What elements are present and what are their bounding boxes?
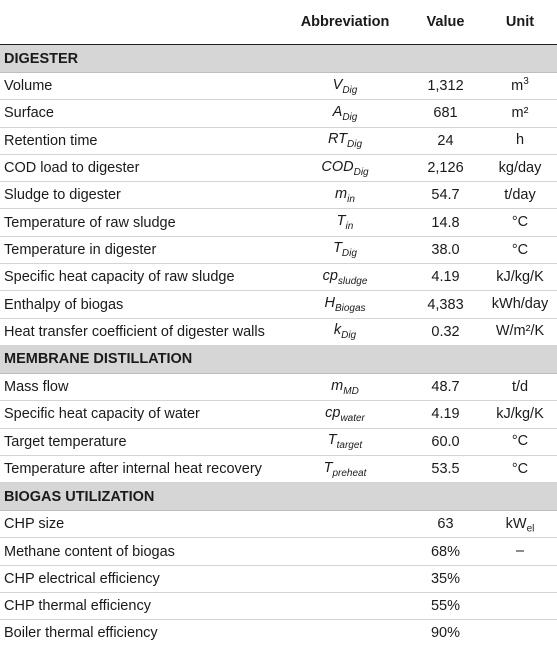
- table-row: [0, 565, 557, 592]
- table-row: [0, 593, 557, 620]
- parameter-name: Methane content of biogas: [0, 538, 282, 565]
- parameter-name: Heat transfer coefficient of digester walls: [0, 318, 282, 345]
- unit-cell: [483, 291, 557, 318]
- table-row: [0, 538, 557, 565]
- unit-cell: [483, 264, 557, 291]
- value-cell: 90%: [430, 625, 461, 642]
- unit-text: m²: [511, 104, 529, 121]
- unit-cell: [483, 455, 557, 482]
- value-cell: 63: [408, 511, 483, 538]
- parameter-name: Mass flow: [0, 373, 282, 400]
- parameter-name: Temperature in digester: [0, 236, 282, 263]
- table-row: [0, 73, 557, 100]
- abbreviation-symbol: k: [333, 322, 342, 339]
- abbreviation-cell: [282, 318, 408, 345]
- header-value: Value: [408, 0, 483, 45]
- unit-text: kJ/kg/K: [496, 405, 544, 422]
- value-cell: 4.19: [408, 401, 483, 428]
- abbreviation-subscript: sludge: [337, 275, 368, 287]
- section-header-row: [0, 345, 557, 373]
- unit-text: –: [515, 543, 525, 560]
- table-row: [0, 455, 557, 482]
- table-row: [0, 318, 557, 345]
- unit-text: kJ/kg/K: [496, 268, 544, 285]
- unit-cell: [483, 236, 557, 263]
- unit-text: kW: [505, 515, 527, 532]
- abbreviation-cell: [282, 291, 408, 318]
- table-row: [0, 428, 557, 455]
- value-cell: 14.8: [408, 209, 483, 236]
- unit-cell: [483, 209, 557, 236]
- value-cell: 68%: [408, 538, 483, 565]
- parameter-name: Retention time: [0, 127, 282, 154]
- abbreviation-cell: [282, 428, 408, 455]
- abbreviation-cell: [282, 73, 408, 100]
- abbreviation-subscript: Dig: [353, 166, 369, 178]
- abbreviation-symbol: T: [327, 432, 337, 449]
- parameter-name: Enthalpy of biogas: [0, 291, 282, 318]
- unit-text: W/m²/K: [495, 323, 545, 340]
- abbreviation-symbol: A: [332, 104, 343, 120]
- value-cell: 0.32: [408, 318, 483, 345]
- value-cell: 53.5: [408, 455, 483, 482]
- unit-text: kWh/day: [491, 295, 549, 312]
- unit-text: t/day: [504, 186, 536, 203]
- section-header-row: [0, 483, 557, 511]
- abbreviation-symbol: cp: [325, 404, 341, 421]
- table-row: [0, 127, 557, 154]
- value-cell: 681: [408, 100, 483, 127]
- parameter-name: Temperature of raw sludge: [0, 209, 282, 236]
- abbreviation-subscript: Dig: [341, 248, 357, 260]
- parameter-name: Boiler thermal efficiency: [4, 625, 158, 642]
- unit-text: °C: [511, 433, 529, 450]
- unit-subscript: el: [526, 523, 535, 535]
- parameter-name: Temperature after internal heat recovery: [0, 455, 282, 482]
- abbreviation-cell: [282, 620, 408, 647]
- parameter-name: CHP size: [0, 511, 282, 538]
- abbreviation-cell: [282, 209, 408, 236]
- abbreviation-symbol: H: [324, 295, 335, 312]
- table-row: [0, 154, 557, 181]
- abbreviation-symbol: cp: [322, 267, 338, 284]
- table-row: [0, 209, 557, 236]
- section-header-row: [0, 45, 557, 73]
- abbreviation-subscript: Dig: [342, 84, 358, 96]
- unit-cell: [483, 511, 557, 538]
- table-row: [0, 511, 557, 538]
- abbreviation-subscript: Dig: [341, 330, 357, 342]
- abbreviation-symbol: T: [323, 459, 333, 476]
- parameter-name: COD load to digester: [0, 154, 282, 181]
- abbreviation-cell: [282, 182, 408, 209]
- abbreviation-symbol: m: [331, 377, 344, 394]
- abbreviation-cell: [282, 373, 408, 400]
- unit-superscript: 3: [523, 75, 529, 87]
- abbreviation-cell: [282, 127, 408, 154]
- table-row: [0, 401, 557, 428]
- value-cell: 48.7: [408, 373, 483, 400]
- unit-cell: [483, 428, 557, 455]
- abbreviation-symbol: m: [335, 185, 348, 202]
- unit-cell: [483, 182, 557, 209]
- unit-text: h: [515, 132, 525, 149]
- abbreviation-cell: [282, 511, 408, 538]
- parameter-name: CHP thermal efficiency: [0, 593, 282, 620]
- abbreviation-symbol: T: [333, 240, 342, 257]
- value-cell: 4.19: [408, 264, 483, 291]
- abbreviation-subscript: in: [347, 193, 355, 205]
- section-title: MEMBRANE DISTILLATION: [0, 345, 557, 373]
- abbreviation-cell: [282, 100, 408, 127]
- unit-cell: [483, 73, 557, 100]
- abbreviation-symbol: RT: [327, 131, 348, 148]
- unit-text: kg/day: [498, 159, 542, 176]
- table-row: [0, 236, 557, 263]
- parameter-name: Volume: [0, 73, 282, 100]
- unit-text: °C: [511, 460, 529, 477]
- table-row: [0, 620, 557, 647]
- abbreviation-subscript: preheat: [332, 467, 367, 479]
- abbreviation-cell: [282, 401, 408, 428]
- unit-cell: [483, 373, 557, 400]
- abbreviation-subscript: in: [345, 221, 354, 233]
- abbreviation-cell: [282, 236, 408, 263]
- unit-text: t/d: [511, 378, 529, 395]
- header-parameter: [0, 0, 282, 45]
- value-cell: 4,383: [408, 291, 483, 318]
- parameter-name: Surface: [0, 100, 282, 127]
- abbreviation-subscript: MD: [343, 385, 359, 397]
- header-unit: Unit: [483, 0, 557, 45]
- unit-cell: [483, 318, 557, 345]
- parameter-name: Specific heat capacity of water: [0, 401, 282, 428]
- abbreviation-subscript: water: [340, 412, 365, 424]
- abbreviation-subscript: Dig: [342, 111, 358, 123]
- unit-cell: [483, 620, 557, 647]
- value-cell: 54.7: [408, 182, 483, 209]
- abbreviation-subscript: target: [336, 440, 363, 452]
- table-row: [0, 100, 557, 127]
- table-row: [0, 373, 557, 400]
- abbreviation-subscript: Dig: [347, 139, 363, 151]
- parameter-name: Target temperature: [0, 428, 282, 455]
- header-row: [0, 0, 557, 45]
- table-row: [0, 264, 557, 291]
- parameter-name: CHP electrical efficiency: [0, 565, 282, 592]
- unit-text: °C: [511, 241, 529, 258]
- section-title: BIOGAS UTILIZATION: [0, 483, 557, 511]
- value-cell: 1,312: [408, 73, 483, 100]
- section-title: DIGESTER: [0, 45, 557, 73]
- value-cell: 55%: [408, 593, 483, 620]
- unit-text: °C: [511, 214, 529, 231]
- value-cell: 2,126: [408, 154, 483, 181]
- abbreviation-cell: [282, 538, 408, 565]
- abbreviation-symbol: COD: [321, 158, 354, 175]
- abbreviation-symbol: T: [336, 213, 346, 230]
- parameter-name: Sludge to digester: [0, 182, 282, 209]
- unit-cell: [483, 154, 557, 181]
- table-body: [0, 45, 557, 647]
- unit-cell: [483, 401, 557, 428]
- value-cell: 38.0: [408, 236, 483, 263]
- value-cell: 35%: [408, 565, 483, 592]
- value-cell: 60.0: [408, 428, 483, 455]
- unit-cell: [483, 100, 557, 127]
- abbreviation-cell: [282, 154, 408, 181]
- abbreviation-cell: [282, 264, 408, 291]
- abbreviation-cell: [282, 593, 408, 620]
- abbreviation-symbol: V: [332, 76, 343, 93]
- header-abbreviation: Abbreviation: [282, 0, 408, 45]
- unit-cell: [483, 538, 557, 565]
- table-row: [0, 182, 557, 209]
- abbreviation-cell: [282, 455, 408, 482]
- unit-cell: [483, 593, 557, 620]
- unit-cell: [483, 127, 557, 154]
- value-cell: 24: [408, 127, 483, 154]
- unit-text: m: [511, 77, 524, 94]
- unit-cell: [483, 565, 557, 592]
- table-row: [0, 291, 557, 318]
- parameter-name: Specific heat capacity of raw sludge: [0, 264, 282, 291]
- abbreviation-subscript: Biogas: [334, 302, 366, 314]
- abbreviation-cell: [282, 565, 408, 592]
